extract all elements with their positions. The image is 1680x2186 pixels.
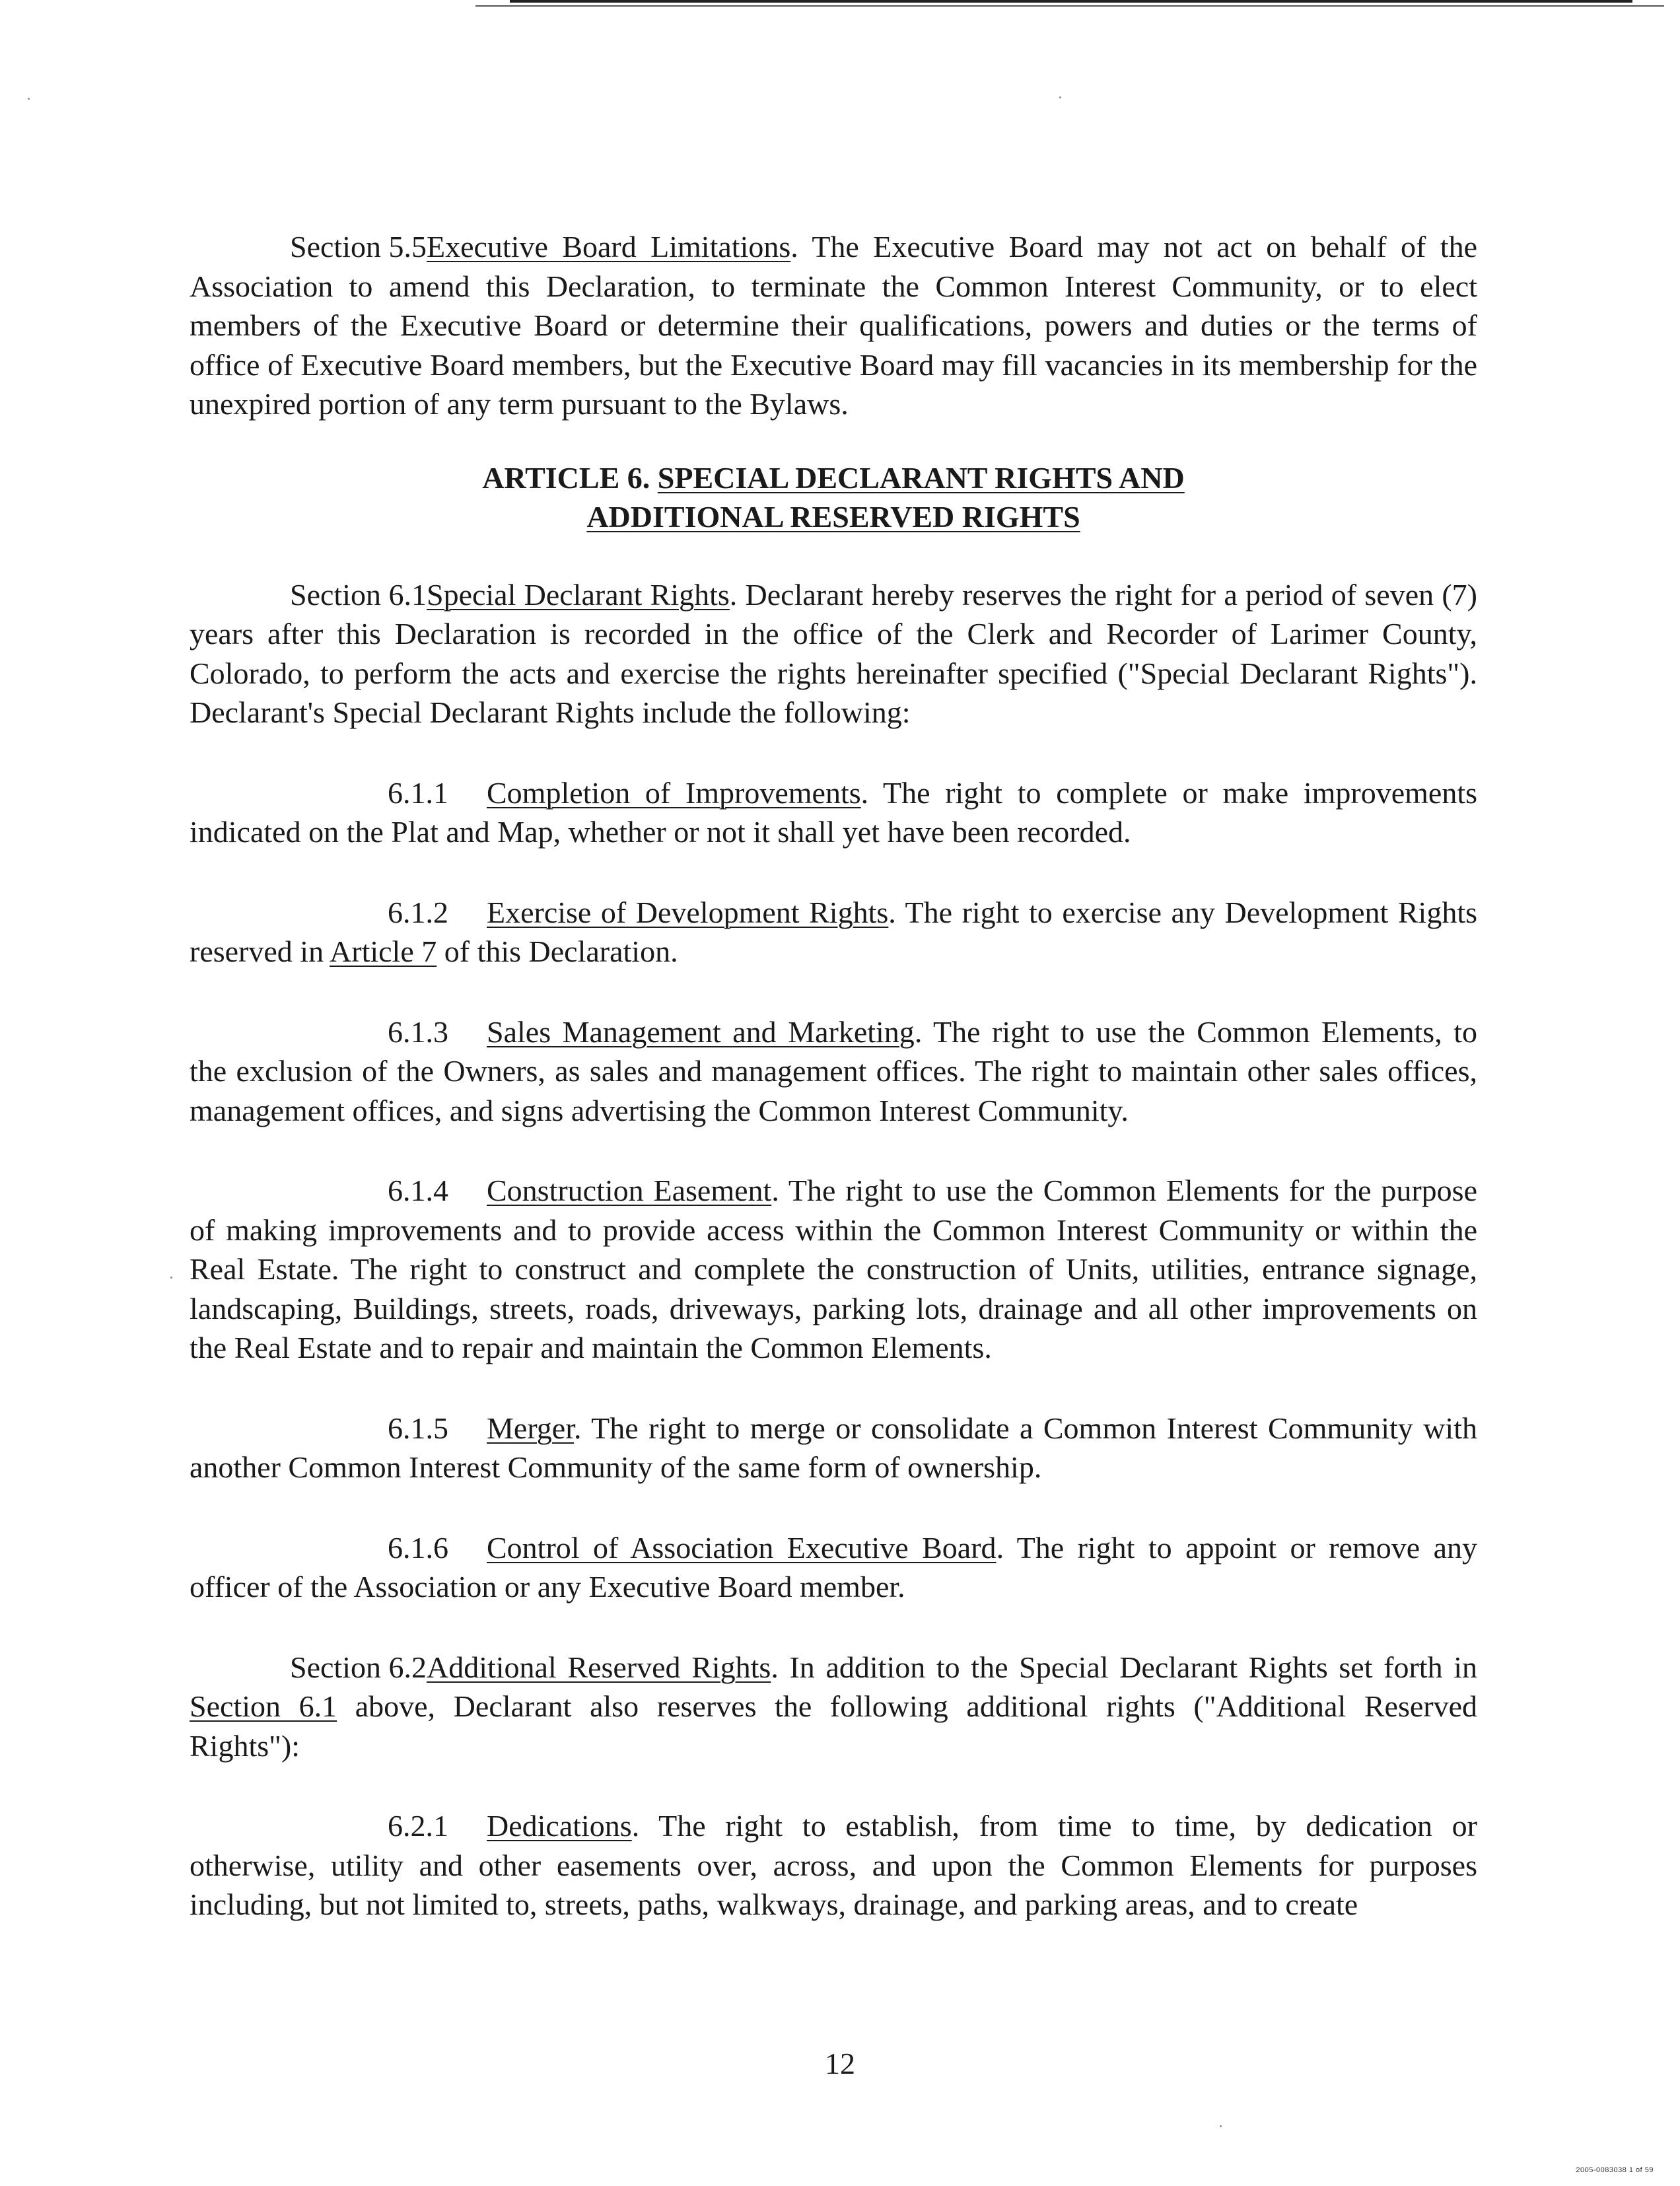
scan-speck — [170, 1277, 172, 1279]
subsection-text: . The right to merge or consolidate a Common Interest Community with another Common Interest Community of the same form of ownership. — [190, 1411, 1477, 1484]
section-heading: Additional Reserved Rights — [426, 1650, 771, 1684]
subsection-label: 6.1.5 — [388, 1411, 448, 1445]
subsection-6-1-5 — [190, 1409, 1477, 1487]
subsection-6-1-6 — [190, 1528, 1477, 1607]
subsection-heading: Merger — [487, 1411, 575, 1445]
subsection-6-1-1 — [190, 773, 1477, 852]
subsection-label: 6.2.1 — [388, 1809, 448, 1843]
subsection-label: 6.1.1 — [388, 775, 448, 810]
section-6-1 — [190, 575, 1477, 732]
subsection-label: 6.1.4 — [388, 1174, 448, 1207]
subsection-label: 6.1.6 — [388, 1530, 448, 1565]
section-label: Section 5.5 — [290, 230, 427, 264]
subsection-text: . The right to use the Common Elements, to the exclusion of the Owners, as sales and management offices. The right to maintain other sales offices, management offices, and signs advertising the Common Interest Community. — [190, 1014, 1477, 1127]
section-text: . In addition to the Special Declarant Rights set forth in — [771, 1650, 1477, 1684]
subsection-text: . The right to appoint or remove any officer of the Association or any Executive Board member. — [190, 1530, 1477, 1604]
article-heading-line-2 — [190, 497, 1477, 537]
subsection-heading: Control of Association Executive Board — [487, 1530, 997, 1565]
scan-speck — [28, 98, 30, 100]
subsection-6-2-1 — [190, 1806, 1477, 1924]
subsection-heading: Exercise of Development Rights — [487, 895, 889, 929]
article-title-line-1: SPECIAL DECLARANT RIGHTS AND — [657, 460, 1185, 495]
document-body — [190, 227, 1477, 1924]
subsection-heading: Dedications — [487, 1809, 632, 1843]
recording-number: 2005-0083038 1 of 59 — [1576, 2166, 1654, 2174]
subsection-6-1-4 — [190, 1171, 1477, 1368]
top-rule-thin — [475, 5, 1664, 7]
section-text-end: above, Declarant also reserves the following additional rights ("Additional Reserved Rights"): — [190, 1689, 1477, 1763]
section-5-5 — [190, 227, 1477, 424]
scan-speck — [1220, 2125, 1222, 2127]
top-rule — [510, 0, 1632, 3]
subsection-text: . The right to complete or make improvements indicated on the Plat and Map, whether or not it shall yet have been recorded. — [190, 775, 1477, 849]
section-6-2 — [190, 1648, 1477, 1766]
article-prefix: ARTICLE 6. — [482, 460, 650, 495]
section-text: . The Executive Board may not act on behalf of the Association to amend this Declaration, to terminate the Common Interest Community, or to elect members of the Executive Board or determine their qualifications, powers and duties or the terms of office of Executive Board members, but the Executive Board may fill vacancies in its membership for the unexpired portion of any term pursuant to the Bylaws. — [190, 230, 1477, 421]
page-number: 12 — [825, 2047, 855, 2080]
subsection-heading: Construction Easement — [487, 1174, 772, 1207]
article-heading-line-1 — [190, 458, 1477, 498]
scan-speck — [1059, 96, 1061, 98]
subsection-6-1-3 — [190, 1012, 1477, 1131]
section-label: Section 6.1 — [290, 577, 427, 612]
subsection-heading: Sales Management and Marketing — [487, 1014, 915, 1049]
subsection-label: 6.1.2 — [388, 895, 448, 929]
section-label: Section 6.2 — [290, 1650, 427, 1684]
subsection-heading: Completion of Improvements — [487, 775, 861, 810]
subsection-text: . The right to establish, from time to time, by dedication or otherwise, utility and other easements over, across, and upon the Common Elements for purposes including, but not limited to, streets, paths, walkways, drainage, and parking areas, and to create — [190, 1809, 1477, 1921]
subsection-text-end: of this Declaration. — [437, 934, 678, 968]
section-text: . Declarant hereby reserves the right for a period of seven (7) years after this Declaration is recorded in the office of the Clerk and Recorder of Larimer County, Colorado, to perform the acts and exercise the rights hereinafter specified ("Special Declarant Rights"). Declarant's Special Declarant Rights include the following: — [190, 577, 1477, 729]
section-reference: Section 6.1 — [190, 1689, 337, 1723]
article-title-line-2: ADDITIONAL RESERVED RIGHTS — [586, 500, 1080, 534]
subsection-text: . The right to exercise any Development Rights reserved in — [190, 895, 1478, 968]
section-heading: Executive Board Limitations — [426, 230, 791, 264]
article-reference: Article 7 — [330, 934, 437, 968]
subsection-label: 6.1.3 — [388, 1014, 448, 1049]
subsection-6-1-2 — [190, 893, 1477, 971]
subsection-text: . The right to use the Common Elements for the purpose of making improvements and to provide access within the Common Interest Community or within the Real Estate. The right to construct and complete the construction of Units, utilities, entrance signage, landscaping, Buildings, streets, roads, driveways, parking lots, drainage and all other improvements on the Real Estate and to repair and maintain the Common Elements. — [190, 1174, 1477, 1364]
section-heading: Special Declarant Rights — [426, 577, 730, 612]
article-6-heading — [190, 458, 1477, 537]
